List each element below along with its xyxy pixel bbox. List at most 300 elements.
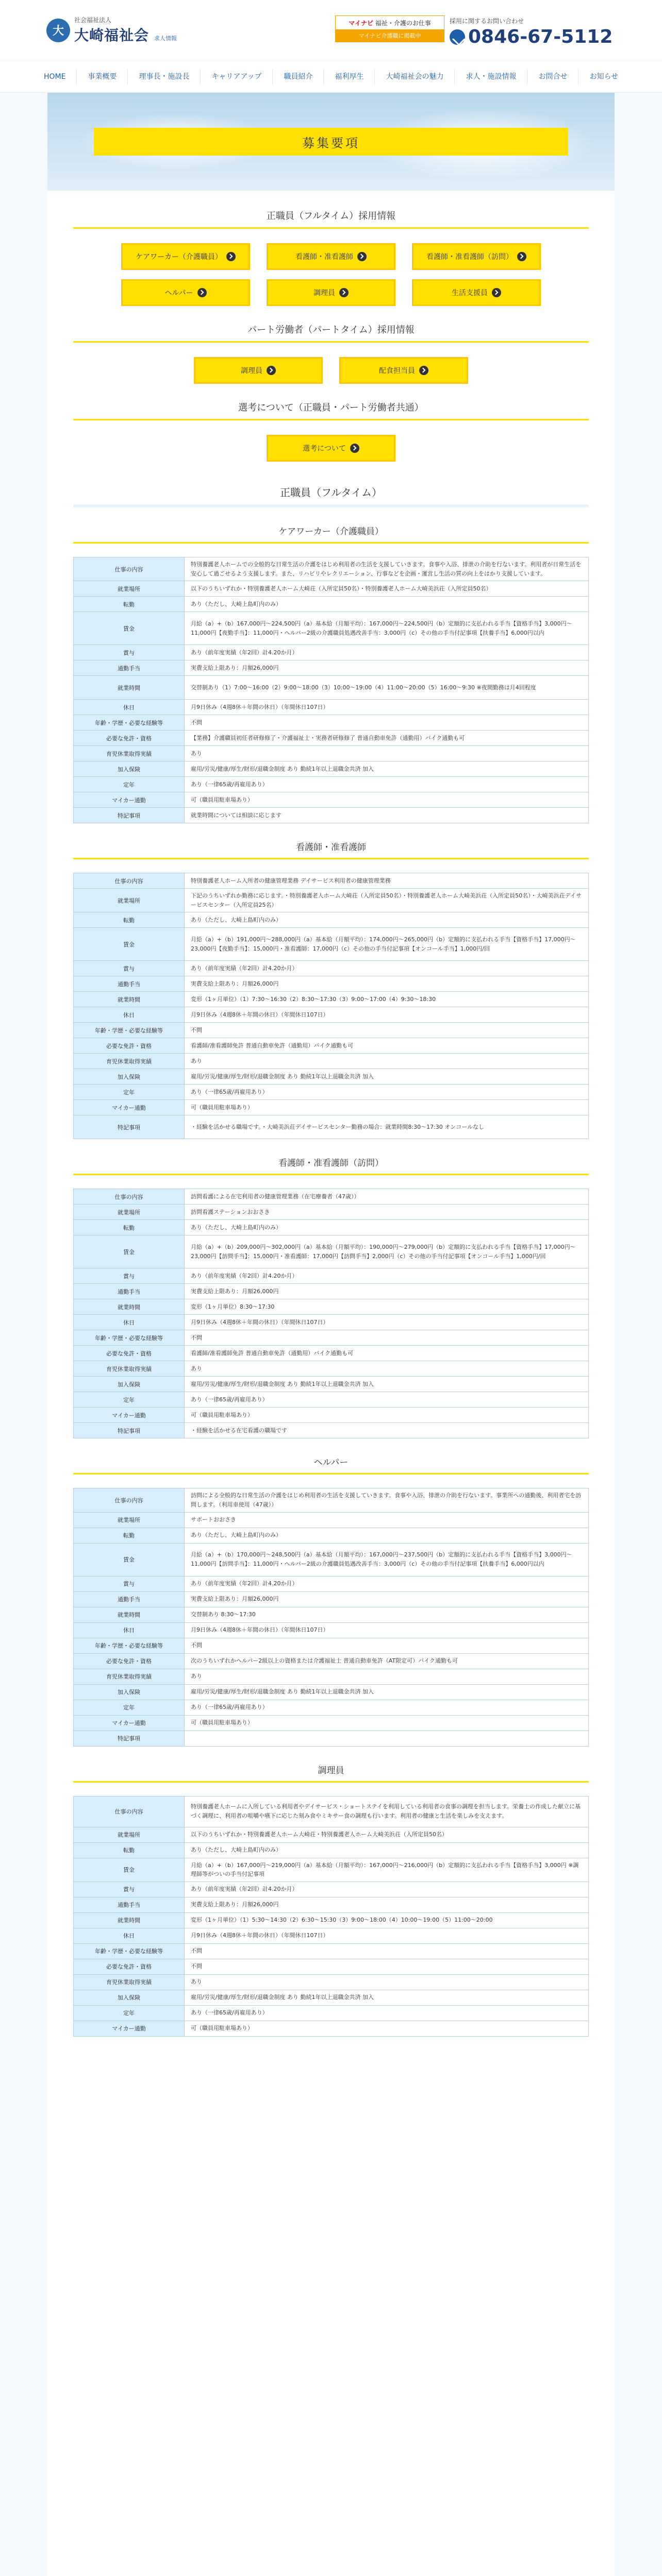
row-value: あり（ただし、大崎上島町内のみ） bbox=[185, 1528, 589, 1543]
hero-banner bbox=[47, 93, 615, 191]
table-row bbox=[74, 581, 589, 597]
row-value: 訪問による全般的な日常生活の介護をはじめ利用者の生活を支援していきます。食事や入浴、排泄の介助を行ないます。事業所への通勤後、利用者宅を訪問します。（利用車使用（47歳）） bbox=[185, 1488, 589, 1512]
row-label: 休日 bbox=[74, 1622, 185, 1638]
table-row bbox=[74, 612, 589, 645]
row-label: 賞与 bbox=[74, 1882, 185, 1897]
row-label: 通勤手当 bbox=[74, 1897, 185, 1912]
row-value: 月9日休み（4週8休＋年間の休日）（年間休日107日） bbox=[185, 700, 589, 715]
row-value: 雇用/労災/健康/厚生/財形/退職金制度 あり 勤続1年以上退職金共済 加入 bbox=[185, 1377, 589, 1392]
table-row bbox=[74, 715, 589, 731]
row-value: 看護師/准看護師免許 普通自動車免許（通勤用）バイク通勤も可 bbox=[185, 1346, 589, 1361]
mynavi-banner[interactable] bbox=[335, 15, 444, 42]
row-value: あり bbox=[185, 1361, 589, 1377]
table-row bbox=[74, 1897, 589, 1912]
job-title: 看護師・准看護師 bbox=[73, 840, 589, 859]
job-section bbox=[73, 1763, 589, 2037]
job-link-label: 生活支援員 bbox=[452, 289, 488, 297]
table-row bbox=[74, 1715, 589, 1731]
row-value: 実費支給上限あり：月額26,000円 bbox=[185, 976, 589, 992]
contact-box bbox=[450, 16, 620, 47]
job-link-label: ヘルパー bbox=[164, 289, 193, 297]
row-label: 定年 bbox=[74, 2005, 185, 2021]
row-label: 必要な免許・資格 bbox=[74, 731, 185, 746]
table-row bbox=[74, 1684, 589, 1700]
common-buttons bbox=[73, 435, 589, 462]
job-link-label: ケアワーカー（介護職員） bbox=[136, 253, 222, 261]
mynavi-brand: マイナビ bbox=[349, 19, 373, 27]
table-row bbox=[74, 1528, 589, 1543]
row-value: 雇用/労災/健康/厚生/財形/退職金制度 あり 勤続1年以上退職金共済 加入 bbox=[185, 1990, 589, 2005]
row-value: 月9日休み（4週8休＋年間の休日）（年間休日107日） bbox=[185, 1315, 589, 1330]
row-label: 年齢・学歴・必要な経験等 bbox=[74, 1023, 185, 1038]
nav-item[interactable]: 理事長・施設長 bbox=[128, 69, 201, 84]
table-row bbox=[74, 792, 589, 808]
row-label: 年齢・学歴・必要な経験等 bbox=[74, 1638, 185, 1653]
job-title: 調理員 bbox=[73, 1763, 589, 1783]
row-value: サポートおおさき bbox=[185, 1512, 589, 1528]
site-header bbox=[0, 0, 662, 61]
arrow-right-icon bbox=[226, 252, 236, 261]
table-row bbox=[74, 1392, 589, 1408]
main-content bbox=[47, 191, 615, 2576]
row-value: 変形（1ヶ月単位）（1）7:30〜16:30（2）8:30〜17:30（3）9:00〜17:00（4）9:30〜18:30 bbox=[185, 992, 589, 1007]
job-link-label: 選考について bbox=[303, 445, 346, 453]
row-label: 通勤手当 bbox=[74, 1591, 185, 1607]
table-row bbox=[74, 1990, 589, 2005]
global-nav bbox=[0, 61, 662, 93]
row-label: 特記事項 bbox=[74, 1423, 185, 1438]
row-label: 仕事の内容 bbox=[74, 1488, 185, 1512]
table-row bbox=[74, 1115, 589, 1139]
job-table bbox=[73, 1488, 589, 1746]
table-row bbox=[74, 1268, 589, 1284]
nav-item[interactable]: 福利厚生 bbox=[324, 69, 375, 84]
row-label: マイカー通勤 bbox=[74, 792, 185, 808]
fulltime-buttons bbox=[73, 243, 589, 306]
fulltime-heading: 正職員（フルタイム） bbox=[73, 484, 589, 507]
table-row bbox=[74, 746, 589, 761]
row-label: 就業時間 bbox=[74, 992, 185, 1007]
table-row bbox=[74, 777, 589, 792]
phone-icon bbox=[450, 29, 465, 45]
table-row bbox=[74, 1315, 589, 1330]
job-link-button[interactable] bbox=[412, 243, 541, 270]
row-value: 雇用/労災/健康/厚生/財形/退職金制度 あり 勤続1年以上退職金共済 加入 bbox=[185, 1069, 589, 1084]
mynavi-line1: 福祉・介護のお仕事 bbox=[375, 19, 431, 27]
row-label: 賃金 bbox=[74, 1543, 185, 1576]
table-row bbox=[74, 597, 589, 612]
logo-mark-icon: 大 bbox=[46, 19, 70, 42]
job-section bbox=[73, 840, 589, 1139]
row-label: マイカー通勤 bbox=[74, 1408, 185, 1423]
nav-item[interactable]: 大崎福祉会の魅力 bbox=[375, 69, 455, 84]
row-value: 訪問看護ステーションおおさき bbox=[185, 1205, 589, 1220]
arrow-right-icon bbox=[197, 288, 207, 297]
row-label: 就業場所 bbox=[74, 1512, 185, 1528]
row-value: あり（ただし、大崎上島町内のみ） bbox=[185, 1220, 589, 1235]
table-row bbox=[74, 731, 589, 746]
row-value: 月給（a）+（b）209,000円〜302,000円（a）基本給（月額平均）：190,000円〜279,000円（b）定額的に支払われる手当【資格手当】17,000円〜23,000円【訪問手当】：15,000円・准看護師：17,000円【訪問手当】2,000円（c）その他の手当付記事項【オンコール手当】1,000円/回 bbox=[185, 1235, 589, 1268]
row-label: 定年 bbox=[74, 1700, 185, 1715]
row-value: あり（前年度実績（年2回）計4.20か月） bbox=[185, 1576, 589, 1591]
row-label: 就業場所 bbox=[74, 581, 185, 597]
table-row bbox=[74, 1100, 589, 1115]
row-value: 可（職員用駐車場あり） bbox=[185, 1100, 589, 1115]
table-row bbox=[74, 976, 589, 992]
table-row bbox=[74, 1959, 589, 1974]
row-label: 賃金 bbox=[74, 1858, 185, 1882]
row-label: 特記事項 bbox=[74, 1115, 185, 1139]
table-row bbox=[74, 660, 589, 676]
row-label: 就業時間 bbox=[74, 1299, 185, 1315]
page-title: 募集要項 bbox=[94, 128, 568, 156]
row-label: 仕事の内容 bbox=[74, 1189, 185, 1205]
row-value: 不問 bbox=[185, 1638, 589, 1653]
table-row bbox=[74, 1512, 589, 1528]
row-label: 就業時間 bbox=[74, 1607, 185, 1622]
row-value: 実費支給上限あり：月額26,000円 bbox=[185, 660, 589, 676]
table-row bbox=[74, 1912, 589, 1928]
job-link-button[interactable] bbox=[267, 279, 395, 306]
table-row bbox=[74, 961, 589, 976]
row-value: 変形（1ヶ月単位）8:30〜17:30 bbox=[185, 1299, 589, 1315]
row-value: 不問 bbox=[185, 1943, 589, 1959]
row-value: あり（ただし、大崎上島町内のみ） bbox=[185, 597, 589, 612]
row-label: 通勤手当 bbox=[74, 1284, 185, 1299]
nav-item[interactable]: お問合せ bbox=[527, 69, 578, 84]
row-label: 転勤 bbox=[74, 597, 185, 612]
row-value: 月9日休み（4週8休＋年間の休日）（年間休日107日） bbox=[185, 1007, 589, 1023]
table-row bbox=[74, 1346, 589, 1361]
row-label: 特記事項 bbox=[74, 808, 185, 823]
row-label: 育児休業取得実績 bbox=[74, 746, 185, 761]
nav-item[interactable]: キャリアアップ bbox=[201, 69, 273, 84]
row-value: 不問 bbox=[185, 1330, 589, 1346]
row-value: ・経験を活かせる職場です。・大崎美浜荘デイサービスセンター勤務の場合：就業時間8:30〜17:30 オンコールなし bbox=[185, 1115, 589, 1139]
row-value: あり（ただし、大崎上島町内のみ） bbox=[185, 912, 589, 928]
row-label: 通勤手当 bbox=[74, 660, 185, 676]
corp-type: 社会福祉法人 bbox=[74, 16, 112, 24]
row-value: 月給（a）+（b）167,000円〜224,500円（a）基本給（月額平均）：167,000円〜224,500円（b）定額的に支払われる手当【資格手当】3,000円〜11,000円【夜勤手当】：11,000円・ヘルパー2級の介護職員処遇改善手当：3,000円（c）その他の手当付記事項【扶養手当】6,000円以内 bbox=[185, 612, 589, 645]
nav-item[interactable]: 職員紹介 bbox=[273, 69, 324, 84]
header-tagline: 求人情報 bbox=[154, 35, 177, 42]
row-value: 雇用/労災/健康/厚生/財形/退職金制度 あり 勤続1年以上退職金共済 加入 bbox=[185, 761, 589, 777]
mynavi-line2: マイナビ介護職に掲載中 bbox=[336, 29, 444, 42]
row-value: 変形（1ヶ月単位）（1）5:30〜14:30（2）6:30〜15:30（3）9:00〜18:00（4）10:00〜19:00（5）11:00〜20:00 bbox=[185, 1912, 589, 1928]
row-value: あり（前年度実績（年2回）計4.20か月） bbox=[185, 961, 589, 976]
nav-item[interactable]: 求人・施設情報 bbox=[455, 69, 527, 84]
table-row bbox=[74, 1423, 589, 1438]
table-row bbox=[74, 889, 589, 912]
job-table bbox=[73, 1189, 589, 1438]
job-title: ケアワーカー（介護職員） bbox=[73, 524, 589, 544]
row-value: 可（職員用駐車場あり） bbox=[185, 792, 589, 808]
table-row bbox=[74, 1054, 589, 1069]
row-label: マイカー通勤 bbox=[74, 2021, 185, 2036]
row-label: 休日 bbox=[74, 700, 185, 715]
table-row bbox=[74, 1591, 589, 1607]
row-label: 必要な免許・資格 bbox=[74, 1038, 185, 1054]
job-link-button[interactable] bbox=[194, 357, 323, 384]
row-value: 月9日休み（4週8休＋年間の休日）（年間休日107日） bbox=[185, 1622, 589, 1638]
row-label: 定年 bbox=[74, 1084, 185, 1100]
row-label: 就業場所 bbox=[74, 1205, 185, 1220]
table-row bbox=[74, 912, 589, 928]
row-label: 賃金 bbox=[74, 612, 185, 645]
table-row bbox=[74, 761, 589, 777]
table-row bbox=[74, 1377, 589, 1392]
row-label: 賞与 bbox=[74, 645, 185, 660]
job-link-button[interactable] bbox=[267, 243, 395, 270]
table-row bbox=[74, 1023, 589, 1038]
row-value: 就業時間については相談に応じます bbox=[185, 808, 589, 823]
phone-number[interactable]: 0846-67-5112 bbox=[468, 26, 613, 47]
contact-note: 採用に関するお問い合わせ bbox=[450, 18, 524, 25]
table-row bbox=[74, 873, 589, 889]
job-list bbox=[47, 524, 615, 2037]
row-value: 雇用/労災/健康/厚生/財形/退職金制度 あり 勤続1年以上退職金共済 加入 bbox=[185, 1684, 589, 1700]
row-label: 転勤 bbox=[74, 1528, 185, 1543]
row-label: 賞与 bbox=[74, 1268, 185, 1284]
table-row bbox=[74, 700, 589, 715]
row-label: 休日 bbox=[74, 1315, 185, 1330]
row-label: 賃金 bbox=[74, 928, 185, 961]
row-value: 以下のうちいずれか・特別養護老人ホーム大崎荘・特別養護老人ホーム大崎美浜荘（入所定員50名） bbox=[185, 1827, 589, 1842]
row-label: 必要な免許・資格 bbox=[74, 1346, 185, 1361]
row-value: あり（ただし、大崎上島町内のみ） bbox=[185, 1842, 589, 1858]
job-link-button[interactable] bbox=[339, 357, 468, 384]
table-row bbox=[74, 1943, 589, 1959]
row-label: 通勤手当 bbox=[74, 976, 185, 992]
table-row bbox=[74, 1084, 589, 1100]
row-label: 転勤 bbox=[74, 1842, 185, 1858]
job-title: ヘルパー bbox=[73, 1455, 589, 1475]
common-section-title: 選考について（正職員・パート労働者共通） bbox=[73, 400, 589, 420]
table-row bbox=[74, 1858, 589, 1882]
row-value: 下記のうちいずれか勤務に応じます。・特別養護老人ホーム大崎荘（入所定員50名）・特別養護老人ホーム大崎美浜荘（入所定員50名）・大崎美浜荘デイサービスセンター（入所定員25名） bbox=[185, 889, 589, 912]
job-link-button[interactable] bbox=[267, 435, 395, 462]
row-label: 仕事の内容 bbox=[74, 873, 185, 889]
table-row bbox=[74, 1488, 589, 1512]
table-row bbox=[74, 1361, 589, 1377]
job-title: 看護師・准看護師（訪問） bbox=[73, 1156, 589, 1175]
nav-item[interactable]: HOME bbox=[33, 69, 77, 84]
row-label: 育児休業取得実績 bbox=[74, 1361, 185, 1377]
table-row bbox=[74, 1842, 589, 1858]
row-value: 特別養護老人ホームに入所している利用者やデイサービス・ショートステイを利用している利用者の食事の調理を担当します。栄養士の作成した献立に基づく調理に、利用者の咀嚼や嚥下に応じた刻み食やミキサー食の調理も行います。利用者の健康と生活を楽しみを支えます。 bbox=[185, 1796, 589, 1827]
row-value: あり bbox=[185, 1054, 589, 1069]
row-label: 加入保険 bbox=[74, 1990, 185, 2005]
row-label: 賃金 bbox=[74, 1235, 185, 1268]
job-link-label: 看護師・准看護師 bbox=[295, 253, 353, 261]
row-value: あり bbox=[185, 746, 589, 761]
row-label: 仕事の内容 bbox=[74, 557, 185, 581]
row-label: 定年 bbox=[74, 1392, 185, 1408]
row-value: 月給（a）+（b）170,000円〜248,500円（a）基本給（月額平均）：167,000円〜237,500円（b）定額的に支払われる手当【資格手当】3,000円〜11,000円【訪問手当】：11,000円・ヘルパー2級の介護職員処遇改善手当：3,000円（c）その他の手当付記事項【扶養手当】6,000円以内 bbox=[185, 1543, 589, 1576]
row-label: 年齢・学歴・必要な経験等 bbox=[74, 1330, 185, 1346]
row-label: 特記事項 bbox=[74, 1731, 185, 1746]
table-row bbox=[74, 1284, 589, 1299]
table-row bbox=[74, 1408, 589, 1423]
job-section bbox=[73, 524, 589, 823]
table-row bbox=[74, 1189, 589, 1205]
job-section bbox=[73, 1455, 589, 1746]
table-row bbox=[74, 1731, 589, 1746]
row-value: ・経験を活かせる在宅看護の職場です bbox=[185, 1423, 589, 1438]
table-row bbox=[74, 676, 589, 700]
row-label: 育児休業取得実績 bbox=[74, 1054, 185, 1069]
row-value: 実費支給上限あり：月額26,000円 bbox=[185, 1591, 589, 1607]
row-value: あり（一律65歳/再雇用あり） bbox=[185, 1700, 589, 1715]
job-link-label: 配食担当員 bbox=[379, 367, 415, 375]
table-row bbox=[74, 1607, 589, 1622]
table-row bbox=[74, 1653, 589, 1669]
arrow-right-icon bbox=[350, 444, 359, 453]
row-value: 交替制あり 8:30〜17:30 bbox=[185, 1607, 589, 1622]
row-value bbox=[185, 1731, 589, 1746]
table-row bbox=[74, 1669, 589, 1684]
row-value: 実費支給上限あり：月額26,000円 bbox=[185, 1284, 589, 1299]
job-table bbox=[73, 557, 589, 823]
table-row bbox=[74, 1700, 589, 1715]
table-row bbox=[74, 1069, 589, 1084]
row-value: あり（一律65歳/再雇用あり） bbox=[185, 1392, 589, 1408]
row-label: マイカー通勤 bbox=[74, 1100, 185, 1115]
row-label: 転勤 bbox=[74, 912, 185, 928]
row-value: あり bbox=[185, 1669, 589, 1684]
row-label: 就業場所 bbox=[74, 1827, 185, 1842]
row-label: 育児休業取得実績 bbox=[74, 1974, 185, 1990]
table-row bbox=[74, 557, 589, 581]
row-value: あり（前年度実績（年2回）計4.20か月） bbox=[185, 645, 589, 660]
row-value: あり（前年度実績（年2回）計4.20か月） bbox=[185, 1882, 589, 1897]
row-label: 年齢・学歴・必要な経験等 bbox=[74, 1943, 185, 1959]
job-link-label: 調理員 bbox=[241, 367, 262, 375]
row-label: マイカー通勤 bbox=[74, 1715, 185, 1731]
row-label: 育児休業取得実績 bbox=[74, 1669, 185, 1684]
org-name: 大崎福祉会 bbox=[74, 27, 150, 44]
arrow-right-icon bbox=[517, 252, 526, 261]
nav-item[interactable]: お知らせ bbox=[589, 73, 619, 81]
row-value: 次のうちいずれかヘルパー2級以上の資格または介護福祉士 普通自動車免許（AT限定可）バイク通勤も可 bbox=[185, 1653, 589, 1669]
row-value: 可（職員用駐車場あり） bbox=[185, 2021, 589, 2036]
row-value: 月給（a）+（b）167,000円〜219,000円（a）基本給（月額平均）：167,000円〜216,000円（b）定額的に支払われる手当【資格手当】3,000円 ※調理師等がついの手当付記事項 bbox=[185, 1858, 589, 1882]
row-value: あり（前年度実績（年2回）計4.20か月） bbox=[185, 1268, 589, 1284]
table-row bbox=[74, 1543, 589, 1576]
parttime-buttons bbox=[73, 357, 589, 384]
table-row bbox=[74, 1882, 589, 1897]
arrow-right-icon bbox=[357, 252, 367, 261]
arrow-right-icon bbox=[339, 288, 349, 297]
row-value: 不問 bbox=[185, 715, 589, 731]
table-row bbox=[74, 1622, 589, 1638]
table-row bbox=[74, 928, 589, 961]
row-label: 必要な免許・資格 bbox=[74, 1653, 185, 1669]
row-label: 加入保険 bbox=[74, 1684, 185, 1700]
row-value: 実費支給上限あり：月額26,000円 bbox=[185, 1897, 589, 1912]
job-link-label: 調理員 bbox=[313, 289, 335, 297]
row-value: あり bbox=[185, 1974, 589, 1990]
arrow-right-icon bbox=[419, 366, 428, 375]
row-label: 年齢・学歴・必要な経験等 bbox=[74, 715, 185, 731]
row-value: あり（一律65歳/再雇用あり） bbox=[185, 2005, 589, 2021]
parttime-section-title: パート労働者（パートタイム）採用情報 bbox=[73, 323, 589, 343]
row-value: 【業務】介護職員初任者研修修了・介護福祉士・実務者研修修了 普通自動車免許（通勤用）バイク通勤も可 bbox=[185, 731, 589, 746]
row-label: 転勤 bbox=[74, 1220, 185, 1235]
site-logo[interactable] bbox=[46, 15, 177, 45]
job-link-label: 看護師・准看護師（訪問） bbox=[426, 253, 513, 261]
row-value: 交替制あり（1）7:00〜16:00（2）9:00〜18:00（3）10:00〜19:00（4）11:00〜20:00（5）16:00〜9:30 ※夜間勤務は月4回程度 bbox=[185, 676, 589, 700]
row-value: あり（一律65歳/再雇用あり） bbox=[185, 1084, 589, 1100]
table-row bbox=[74, 1796, 589, 1827]
table-row bbox=[74, 1220, 589, 1235]
row-value: 可（職員用駐車場あり） bbox=[185, 1715, 589, 1731]
table-row bbox=[74, 1205, 589, 1220]
table-row bbox=[74, 1007, 589, 1023]
row-value: 看護師/准看護師免許 普通自動車免許（通勤用）バイク通勤も可 bbox=[185, 1038, 589, 1054]
row-label: 休日 bbox=[74, 1928, 185, 1943]
row-label: 就業時間 bbox=[74, 1912, 185, 1928]
row-value: 特別養護老人ホームでの全般的な日常生活の介護をはじめ利用者の生活を支援していきます。食事や入浴、排泄の介助を行ないます。利用者が日常生活を安心して過ごせるよう支援します。また、リハビリやレクリエーション、行事などを企画・運営し生活の質の向上をはかり支援しています。 bbox=[185, 557, 589, 581]
row-label: 定年 bbox=[74, 777, 185, 792]
row-label: 加入保険 bbox=[74, 1377, 185, 1392]
row-label: 賞与 bbox=[74, 1576, 185, 1591]
row-value: 不問 bbox=[185, 1023, 589, 1038]
arrow-right-icon bbox=[492, 288, 501, 297]
row-value: 可（職員用駐車場あり） bbox=[185, 1408, 589, 1423]
job-link-button[interactable] bbox=[121, 279, 250, 306]
row-value: あり（一律65歳/再雇用あり） bbox=[185, 777, 589, 792]
row-value: 月9日休み（4週8休＋年間の休日）（年間休日107日） bbox=[185, 1928, 589, 1943]
row-label: 加入保険 bbox=[74, 1069, 185, 1084]
row-label: 加入保険 bbox=[74, 761, 185, 777]
table-row bbox=[74, 808, 589, 823]
table-row bbox=[74, 1038, 589, 1054]
table-row bbox=[74, 1299, 589, 1315]
job-table bbox=[73, 873, 589, 1139]
job-table bbox=[73, 1796, 589, 2037]
job-link-button[interactable] bbox=[412, 279, 541, 306]
table-row bbox=[74, 1235, 589, 1268]
table-row bbox=[74, 2005, 589, 2021]
row-value: 不問 bbox=[185, 1959, 589, 1974]
row-label: 休日 bbox=[74, 1007, 185, 1023]
row-value: 特別養護老人ホーム入所者の健康管理業務 デイサービス利用者の健康管理業務 bbox=[185, 873, 589, 889]
row-value: 以下のうちいずれか・特別養護老人ホーム大崎荘（入所定員50名）・特別養護老人ホーム大崎美浜荘（入所定員50名） bbox=[185, 581, 589, 597]
fulltime-section-title: 正職員（フルタイム）採用情報 bbox=[73, 209, 589, 229]
table-row bbox=[74, 1827, 589, 1842]
table-row bbox=[74, 992, 589, 1007]
row-label: 必要な免許・資格 bbox=[74, 1959, 185, 1974]
table-row bbox=[74, 1974, 589, 1990]
table-row bbox=[74, 2021, 589, 2036]
row-value: 訪問看護による在宅利用者の健康管理業務（在宅療養者（47歳）） bbox=[185, 1189, 589, 1205]
job-link-button[interactable] bbox=[121, 243, 250, 270]
row-value: 月給（a）+（b）191,000円〜288,000円（a）基本給（月額平均）：174,000円〜265,000円（b）定額的に支払われる手当【資格手当】17,000円〜23,000円【夜勤手当】：15,000円・准看護師：17,000円（c）その他の手当付記事項【オンコール手当】1,000円/回 bbox=[185, 928, 589, 961]
row-label: 仕事の内容 bbox=[74, 1796, 185, 1827]
table-row bbox=[74, 1928, 589, 1943]
table-row bbox=[74, 1638, 589, 1653]
job-section bbox=[73, 1156, 589, 1438]
table-row bbox=[74, 1576, 589, 1591]
nav-item[interactable]: 事業概要 bbox=[77, 69, 128, 84]
row-label: 賞与 bbox=[74, 961, 185, 976]
table-row bbox=[74, 645, 589, 660]
row-label: 就業場所 bbox=[74, 889, 185, 912]
arrow-right-icon bbox=[267, 366, 276, 375]
row-label: 就業時間 bbox=[74, 676, 185, 700]
table-row bbox=[74, 1330, 589, 1346]
